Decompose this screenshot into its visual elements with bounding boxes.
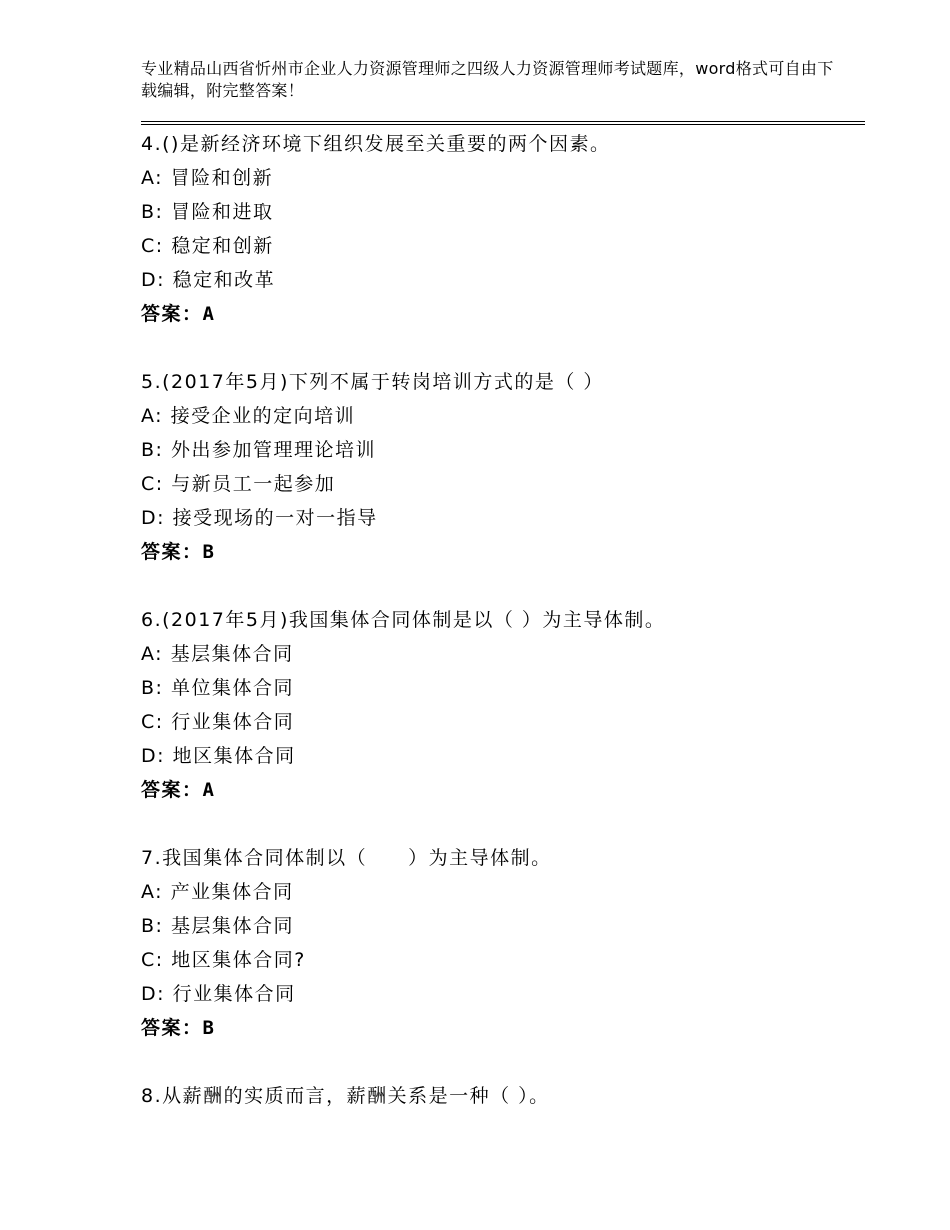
- option-a: A: 冒险和创新: [141, 167, 274, 189]
- answer-label: 答案：: [141, 303, 203, 325]
- header-rule-bottom: [141, 124, 865, 125]
- option-c: C: 行业集体合同: [141, 711, 295, 733]
- answer-line: [141, 773, 865, 807]
- option-b: B: 基层集体合同: [141, 915, 294, 937]
- answer-value: B: [202, 541, 216, 563]
- option-d: D: 行业集体合同: [141, 983, 296, 1005]
- question-8: [141, 1079, 865, 1113]
- answer-label: 答案：: [141, 1017, 203, 1039]
- option-a: A: 基层集体合同: [141, 643, 294, 665]
- header-rule-top: [141, 121, 865, 122]
- option-d: D: 稳定和改革: [141, 269, 276, 291]
- question-list: [141, 127, 865, 1147]
- answer-label: 答案：: [141, 541, 203, 563]
- option-c: C: 地区集体合同?: [141, 949, 306, 971]
- question-7: [141, 841, 865, 1045]
- question-stem: 5.(2017年5月)下列不属于转岗培训方式的是（ ）: [141, 371, 604, 393]
- option-d: D: 地区集体合同: [141, 745, 296, 767]
- answer-label: 答案：: [141, 779, 203, 801]
- answer-value: A: [202, 303, 216, 325]
- answer-line: [141, 297, 865, 331]
- option-c: C: 稳定和创新: [141, 235, 274, 257]
- question-5: [141, 365, 865, 569]
- answer-line: [141, 1011, 865, 1045]
- question-4: [141, 127, 865, 331]
- option-b: B: 单位集体合同: [141, 677, 294, 699]
- option-c: C: 与新员工一起参加: [141, 473, 336, 495]
- question-stem: 8.从薪酬的实质而言，薪酬关系是一种（ ）。: [141, 1085, 550, 1107]
- document-header: 专业精品山西省忻州市企业人力资源管理师之四级人力资源管理师考试题库，word格式可自由下载编辑，附完整答案！: [141, 59, 834, 100]
- question-6: [141, 603, 865, 807]
- option-b: B: 外出参加管理理论培训: [141, 439, 376, 461]
- answer-value: A: [202, 779, 216, 801]
- answer-value: B: [202, 1017, 216, 1039]
- question-stem: 7.我国集体合同体制以（ ）为主导体制。: [141, 847, 552, 869]
- question-stem: 6.(2017年5月)我国集体合同体制是以（ ）为主导体制。: [141, 609, 666, 631]
- option-a: A: 产业集体合同: [141, 881, 294, 903]
- option-d: D: 接受现场的一对一指导: [141, 507, 378, 529]
- question-stem: 4.()是新经济环境下组织发展至关重要的两个因素。: [141, 133, 611, 155]
- answer-line: [141, 535, 865, 569]
- option-a: A: 接受企业的定向培训: [141, 405, 356, 427]
- option-b: B: 冒险和进取: [141, 201, 274, 223]
